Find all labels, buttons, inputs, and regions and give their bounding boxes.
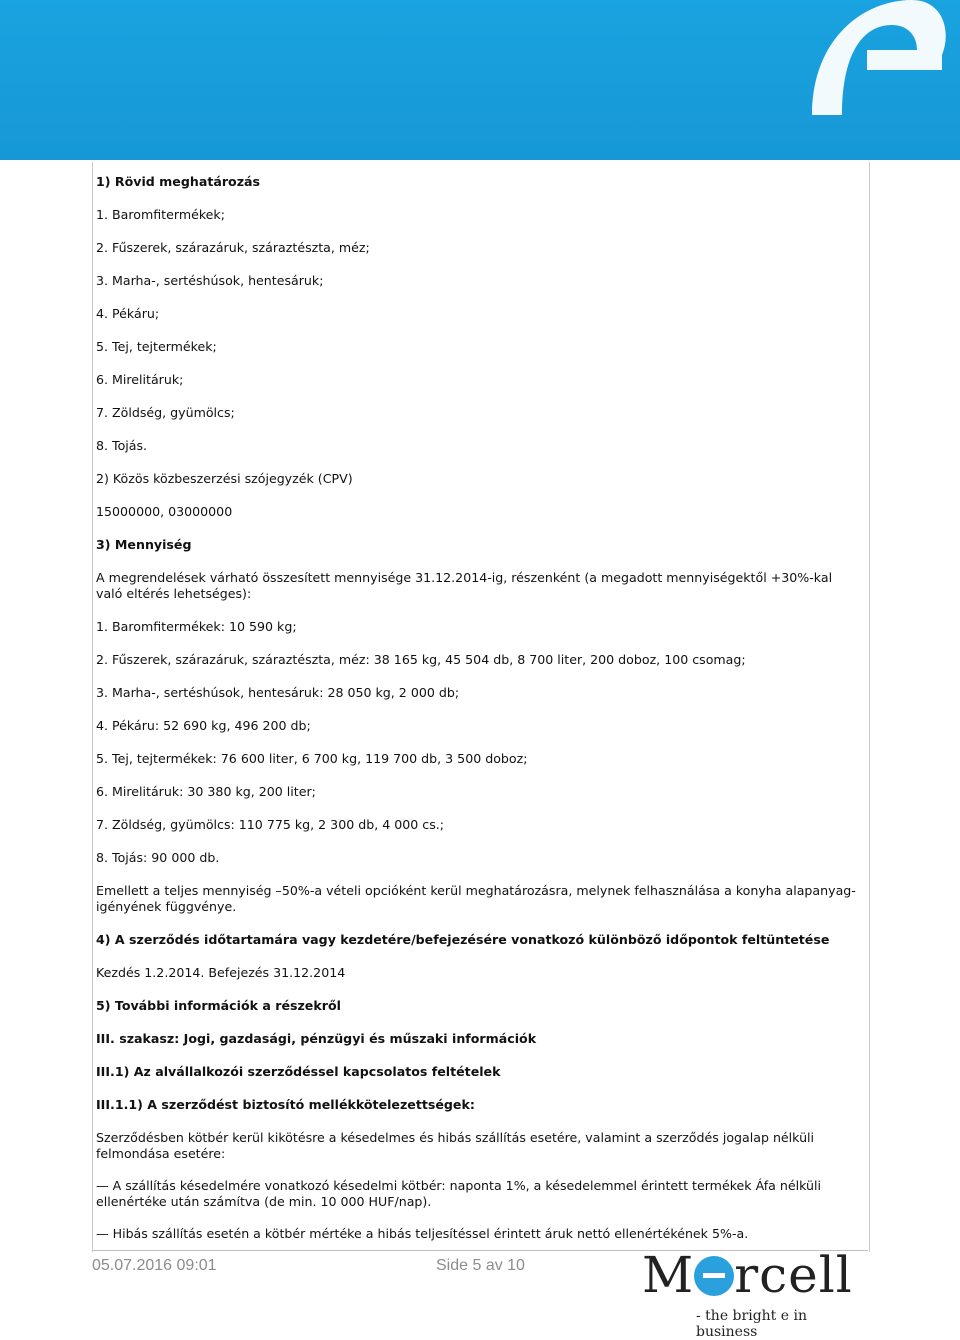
e-logo-icon [792,0,952,115]
text-line: 7. Zöldség, gyümölcs: 110 775 kg, 2 300 db, 4 000 cs.; [96,817,445,832]
text-line: Szerződésben kötbér kerül kikötésre a késedelmes és hibás szállítás esetére, valamint a szerződés jogalap nélküli felmondása esetére: [96,1130,815,1161]
brand-name-start: M [642,1246,695,1304]
text-line: 1) Rövid meghatározás [96,174,261,189]
page-frame [92,162,870,1252]
text-line: Emellett a teljes mennyiség –50%-a vételi opcióként kerül meghatározásra, melynek felhasználása a konyha alapanyag-igényének függvénye. [96,883,856,914]
text-line: 8. Tojás. [96,438,148,453]
text-line: 3. Marha-, sertéshúsok, hentesáruk; [96,273,324,288]
text-line: 4. Pékáru; [96,306,160,321]
footer-page-number: Side 5 av 10 [436,1257,525,1274]
text-line: 15000000, 03000000 [96,504,233,519]
text-line: 1. Baromfitermékek: 10 590 kg; [96,619,297,634]
text-line: 8. Tojás: 90 000 db. [96,850,220,865]
text-line: A megrendelések várható összesített mennyisége 31.12.2014-ig, részenként (a megadott mennyiségektől +30%-kal való eltérés lehetséges): [96,570,833,601]
header-band [0,0,960,160]
text-line: — Hibás szállítás esetén a kötbér mértéke a hibás teljesítéssel érintett áruk nettó ellenértékének 5%-a. [96,1226,749,1241]
text-line: 6. Mirelitáruk; [96,372,184,387]
text-line: 5. Tej, tejtermékek: 76 600 liter, 6 700 kg, 119 700 db, 3 500 doboz; [96,751,528,766]
text-line: 3. Marha-, sertéshúsok, hentesáruk: 28 050 kg, 2 000 db; [96,685,460,700]
brand-tagline: - the bright e in business [696,1308,807,1340]
text-line: 2) Közös közbeszerzési szójegyzék (CPV) [96,471,353,486]
text-line: Kezdés 1.2.2014. Befejezés 31.12.2014 [96,965,346,980]
brand-e-icon [694,1256,734,1296]
text-line: 4. Pékáru: 52 690 kg, 496 200 db; [96,718,311,733]
text-line: 5. Tej, tejtermékek; [96,339,217,354]
text-line: 2. Fűszerek, szárazáruk, száraztészta, méz: 38 165 kg, 45 504 db, 8 700 liter, 200 doboz, 100 csomag; [96,652,746,667]
text-line: 1. Baromfitermékek; [96,207,225,222]
text-line: III.1.1) A szerződést biztosító mellékkötelezettségek: [96,1097,475,1112]
text-line: 3) Mennyiség [96,537,192,552]
text-line: 6. Mirelitáruk: 30 380 kg, 200 liter; [96,784,316,799]
text-line: 7. Zöldség, gyümölcs; [96,405,235,420]
text-line: 2. Fűszerek, szárazáruk, száraztészta, méz; [96,240,370,255]
brand-name [642,1246,853,1304]
text-line: — A szállítás késedelmére vonatkozó késedelmi kötbér: naponta 1%, a késedelemmel érintett termékek Áfa nélküli ellenértéke után számítva (de min. 10 000 HUF/nap). [96,1178,822,1209]
brand-logo [642,1246,872,1340]
text-line: III. szakasz: Jogi, gazdasági, pénzügyi és műszaki információk [96,1031,537,1046]
text-line: III.1) Az alvállalkozói szerződéssel kapcsolatos feltételek [96,1064,501,1079]
footer-date: 05.07.2016 09:01 [92,1257,217,1274]
text-line: 5) További információk a részekről [96,998,341,1013]
brand-name-end: rcell [734,1246,853,1304]
text-line: 4) A szerződés időtartamára vagy kezdetére/befejezésére vonatkozó különböző időpontok feltüntetése [96,932,830,947]
